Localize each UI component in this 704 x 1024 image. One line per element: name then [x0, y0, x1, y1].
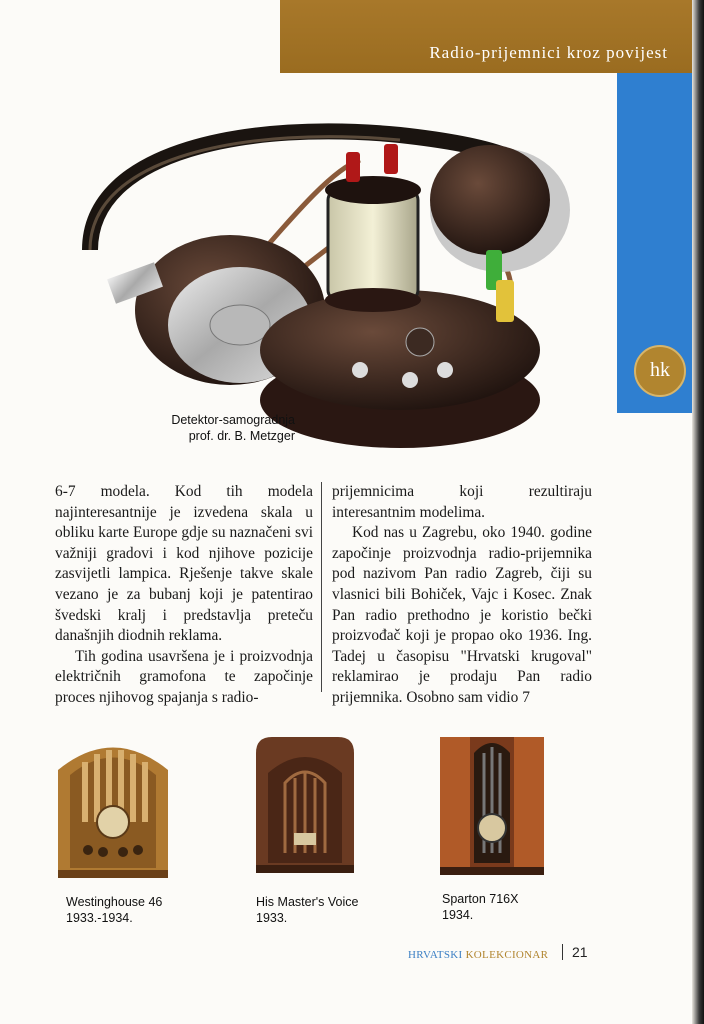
- hero-caption: [150, 412, 295, 444]
- radio-name: Westinghouse 46: [66, 895, 163, 909]
- magazine-name: [408, 949, 548, 961]
- hero-caption-line2: prof. dr. B. Metzger: [188, 429, 295, 443]
- radio-years: 1934.: [442, 908, 474, 922]
- magazine-word2: KOLEKCIONAR: [465, 949, 549, 961]
- radio-caption-westinghouse: [66, 894, 162, 926]
- header-band: [280, 0, 692, 73]
- magazine-word1: HRVATSKI: [408, 949, 463, 961]
- radio-name: Sparton 716X: [442, 892, 519, 906]
- his-masters-voice-radio-photo: [250, 733, 360, 875]
- detector-radio-photo: [70, 100, 590, 450]
- article-column-left: [55, 482, 313, 709]
- sparton-radio-photo: [430, 733, 554, 878]
- hero-caption-line1: Detektor-samogradnja: [171, 413, 295, 427]
- paragraph: Kod nas u Zagrebu, oko 1940. godine započinje proizvodnja radio-prijemnika pod nazivom Pan radio Zagreb, čiji su vlasnici bili Bohiček, Vajc i Kosec. Znak Pan radio prethodno je koristio bečki proizvođač koji je propao oko 1936. Ing. Tadej u časopisu "Hrvatski krugoval" reklamirao je prodaju Pan radio prijemnika. Osobno sam vidio 7: [332, 524, 592, 706]
- paragraph: prijemnicima koji rezultiraju interesantnim modelima.: [332, 483, 592, 521]
- footer-separator: [562, 944, 563, 960]
- radio-name: His Master's Voice: [256, 895, 359, 909]
- page-edge-shadow: [692, 0, 704, 1024]
- column-divider: [321, 482, 322, 692]
- radio-caption-hmv: [256, 894, 358, 926]
- radio-years: 1933.: [256, 911, 288, 925]
- hk-badge: hk: [634, 345, 686, 397]
- westinghouse-radio-photo: [48, 730, 178, 880]
- radio-years: 1933.-1934.: [66, 911, 133, 925]
- paragraph: Tih godina usavršena je i proizvodnja električnih gramofona te započinje proces njihovog spajanja s radio-: [55, 647, 313, 706]
- paragraph: 6-7 modela. Kod tih modela najinteresantnije je izvedena skala u obliku karte Europe gdje su naznačeni svi važniji gradovi i kod njihove pozicije zasvijetli lampica. Rješenje takve skale vezano je za bubanj koji je patentirao švedski kralj i predstavlja preteču današnjih diodnih reklama.: [55, 483, 313, 645]
- article-column-right: [332, 482, 592, 709]
- page-number: 21: [572, 944, 588, 960]
- radio-caption-sparton: [442, 891, 518, 923]
- section-title: Radio-prijemnici kroz povijest: [429, 43, 668, 62]
